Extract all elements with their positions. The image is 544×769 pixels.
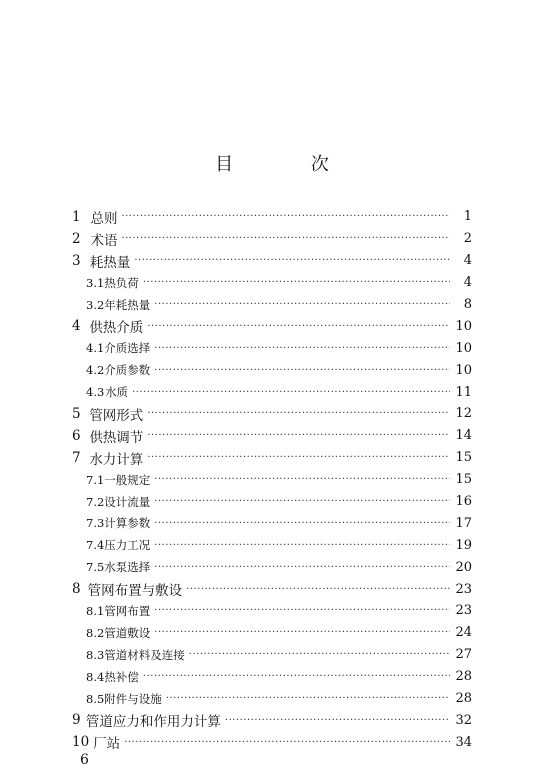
dot-leader: [147, 452, 450, 463]
toc-entry[interactable]: [72, 578, 472, 600]
toc-entry-page: 15: [455, 472, 472, 488]
toc-entry-title: 厂站: [93, 736, 121, 753]
toc-entry[interactable]: [72, 228, 472, 250]
toc-entry-title: 介质选择: [104, 341, 151, 356]
toc-entry-number: 1: [72, 208, 81, 225]
dot-leader: [154, 540, 450, 551]
dot-leader: [166, 693, 450, 704]
dot-leader: [154, 562, 450, 573]
toc-entry-title: 热补偿: [104, 669, 139, 684]
toc-entry[interactable]: [72, 315, 472, 337]
toc-entry-page: 19: [455, 537, 472, 553]
toc-entry[interactable]: [72, 359, 472, 381]
toc-entry-number: 4.1: [86, 341, 105, 356]
toc-entry-page: 2: [463, 231, 472, 247]
toc-entry[interactable]: [72, 469, 472, 491]
toc-entry-title: 附件与设施: [104, 691, 162, 706]
toc-entry[interactable]: [72, 666, 472, 688]
toc-entry-page: 32: [455, 712, 472, 728]
toc-entry[interactable]: [72, 381, 472, 403]
toc-entry-number: 4.3: [86, 385, 105, 400]
toc-entry-number: 7: [72, 449, 81, 466]
toc-entry-title: 压力工况: [104, 538, 151, 553]
page-number: 6: [80, 752, 89, 768]
toc-entry-page: 23: [455, 603, 472, 619]
dot-leader: [154, 518, 450, 529]
toc-entry[interactable]: [72, 512, 472, 534]
toc-entry-number: 2: [72, 230, 81, 247]
toc-entry-page: 10: [455, 362, 472, 378]
toc-entry-page: 27: [455, 647, 472, 663]
toc-entry[interactable]: [72, 731, 472, 753]
toc-entry-page: 14: [455, 428, 472, 444]
dot-leader: [154, 365, 450, 376]
toc-entry-title: 一般规定: [104, 472, 151, 487]
dot-leader: [147, 321, 450, 332]
toc-entry-page: 4: [463, 275, 472, 291]
toc-entry-page: 1: [463, 209, 472, 225]
toc-entry-page: 28: [455, 691, 472, 707]
toc-entry[interactable]: [72, 337, 472, 359]
toc-entry[interactable]: [72, 447, 472, 469]
toc-entry-title: 管道应力和作用力计算: [85, 714, 221, 731]
toc-entry-title: 术语: [90, 232, 118, 249]
toc-entry[interactable]: [72, 644, 472, 666]
toc-entry[interactable]: [72, 206, 472, 228]
toc-entry-page: 4: [463, 253, 472, 269]
toc-entry-title: 管网布置: [104, 603, 151, 618]
toc-entry-number: 7.2: [86, 494, 105, 509]
toc-entry[interactable]: [72, 250, 472, 272]
toc-entry-number: 8.2: [86, 625, 105, 640]
toc-entry-page: 24: [455, 625, 472, 641]
dot-leader: [154, 627, 450, 638]
toc-entry-page: 10: [455, 340, 472, 356]
toc-entry-number: 6: [72, 427, 81, 444]
dot-leader: [121, 211, 450, 222]
toc-entry-number: 3: [72, 252, 81, 269]
toc-entry-title: 水质: [105, 385, 129, 400]
dot-leader: [143, 671, 450, 682]
toc-entry-page: 17: [455, 515, 472, 531]
dot-leader: [143, 277, 450, 288]
toc-entry-title: 介质参数: [104, 363, 151, 378]
toc-entry-title: 管道敷设: [104, 625, 151, 640]
toc-entry-title: 耗热量: [89, 254, 131, 271]
dot-leader: [154, 343, 450, 354]
toc-entry-title: 供热介质: [89, 320, 144, 337]
dot-leader: [121, 233, 450, 244]
toc-entry[interactable]: [72, 272, 472, 294]
toc-entry-page: 12: [455, 406, 472, 422]
toc-entry-title: 热负荷: [104, 275, 139, 290]
toc-entry-title: 管道材料及连接: [104, 647, 185, 662]
toc-entry-title: 设计流量: [104, 494, 151, 509]
dot-leader: [189, 649, 450, 660]
toc-entry-page: 34: [455, 734, 472, 750]
toc-entry[interactable]: [72, 403, 472, 425]
dot-leader: [154, 605, 450, 616]
toc-entry-page: 20: [455, 559, 472, 575]
dot-leader: [147, 430, 450, 441]
toc-entry-title: 供热调节: [89, 429, 144, 446]
toc-entry-title: 计算参数: [104, 516, 151, 531]
toc-entry-number: 4: [72, 318, 81, 335]
toc-entry-number: 8.1: [86, 603, 105, 618]
toc-entry[interactable]: [72, 688, 472, 710]
dot-leader: [186, 584, 450, 595]
toc-entry-number: 7.1: [86, 472, 105, 487]
dot-leader: [124, 737, 450, 748]
toc-entry-title: 水力计算: [89, 451, 144, 468]
toc-entry-number: 8.3: [86, 647, 105, 662]
toc-entry[interactable]: [72, 622, 472, 644]
table-of-contents: [72, 206, 472, 753]
toc-entry-page: 11: [455, 384, 472, 400]
dot-leader: [134, 255, 450, 266]
toc-entry-number: 7.5: [86, 560, 105, 575]
dot-leader: [154, 474, 450, 485]
toc-entry-number: 8.4: [86, 669, 105, 684]
toc-entry[interactable]: [72, 534, 472, 556]
toc-entry[interactable]: [72, 425, 472, 447]
toc-entry-number: 8.5: [86, 691, 105, 706]
toc-entry-number: 7.3: [86, 516, 105, 531]
dot-leader: [225, 715, 450, 726]
toc-entry-title: 年耗热量: [104, 297, 151, 312]
toc-entry-number: 5: [72, 405, 81, 422]
toc-entry-title: 总则: [90, 210, 118, 227]
toc-entry-number: 3.2: [86, 297, 105, 312]
toc-entry-number: 8: [72, 581, 81, 598]
toc-entry[interactable]: [72, 709, 472, 731]
toc-entry-number: 9: [72, 712, 81, 729]
dot-leader: [132, 387, 450, 398]
toc-entry-number: 10: [72, 734, 90, 751]
dot-leader: [154, 299, 450, 310]
toc-entry-title: 管网布置与敷设: [87, 583, 183, 600]
toc-entry-page: 8: [463, 297, 472, 312]
toc-entry[interactable]: [72, 600, 472, 622]
dot-leader: [154, 496, 450, 507]
toc-entry-number: 3.1: [86, 275, 105, 290]
toc-entry-page: 16: [455, 494, 472, 510]
toc-entry[interactable]: [72, 556, 472, 578]
toc-entry-page: 23: [455, 581, 472, 597]
page-title: 目 次: [215, 154, 365, 175]
toc-entry[interactable]: [72, 294, 472, 316]
dot-leader: [147, 408, 450, 419]
toc-entry-number: 4.2: [86, 363, 105, 378]
toc-entry-page: 28: [455, 669, 472, 685]
toc-entry-title: 水泵选择: [104, 560, 151, 575]
toc-entry-page: 15: [455, 450, 472, 466]
toc-entry[interactable]: [72, 491, 472, 513]
toc-entry-number: 7.4: [86, 538, 105, 553]
toc-entry-page: 10: [455, 318, 472, 334]
toc-entry-title: 管网形式: [89, 407, 144, 424]
